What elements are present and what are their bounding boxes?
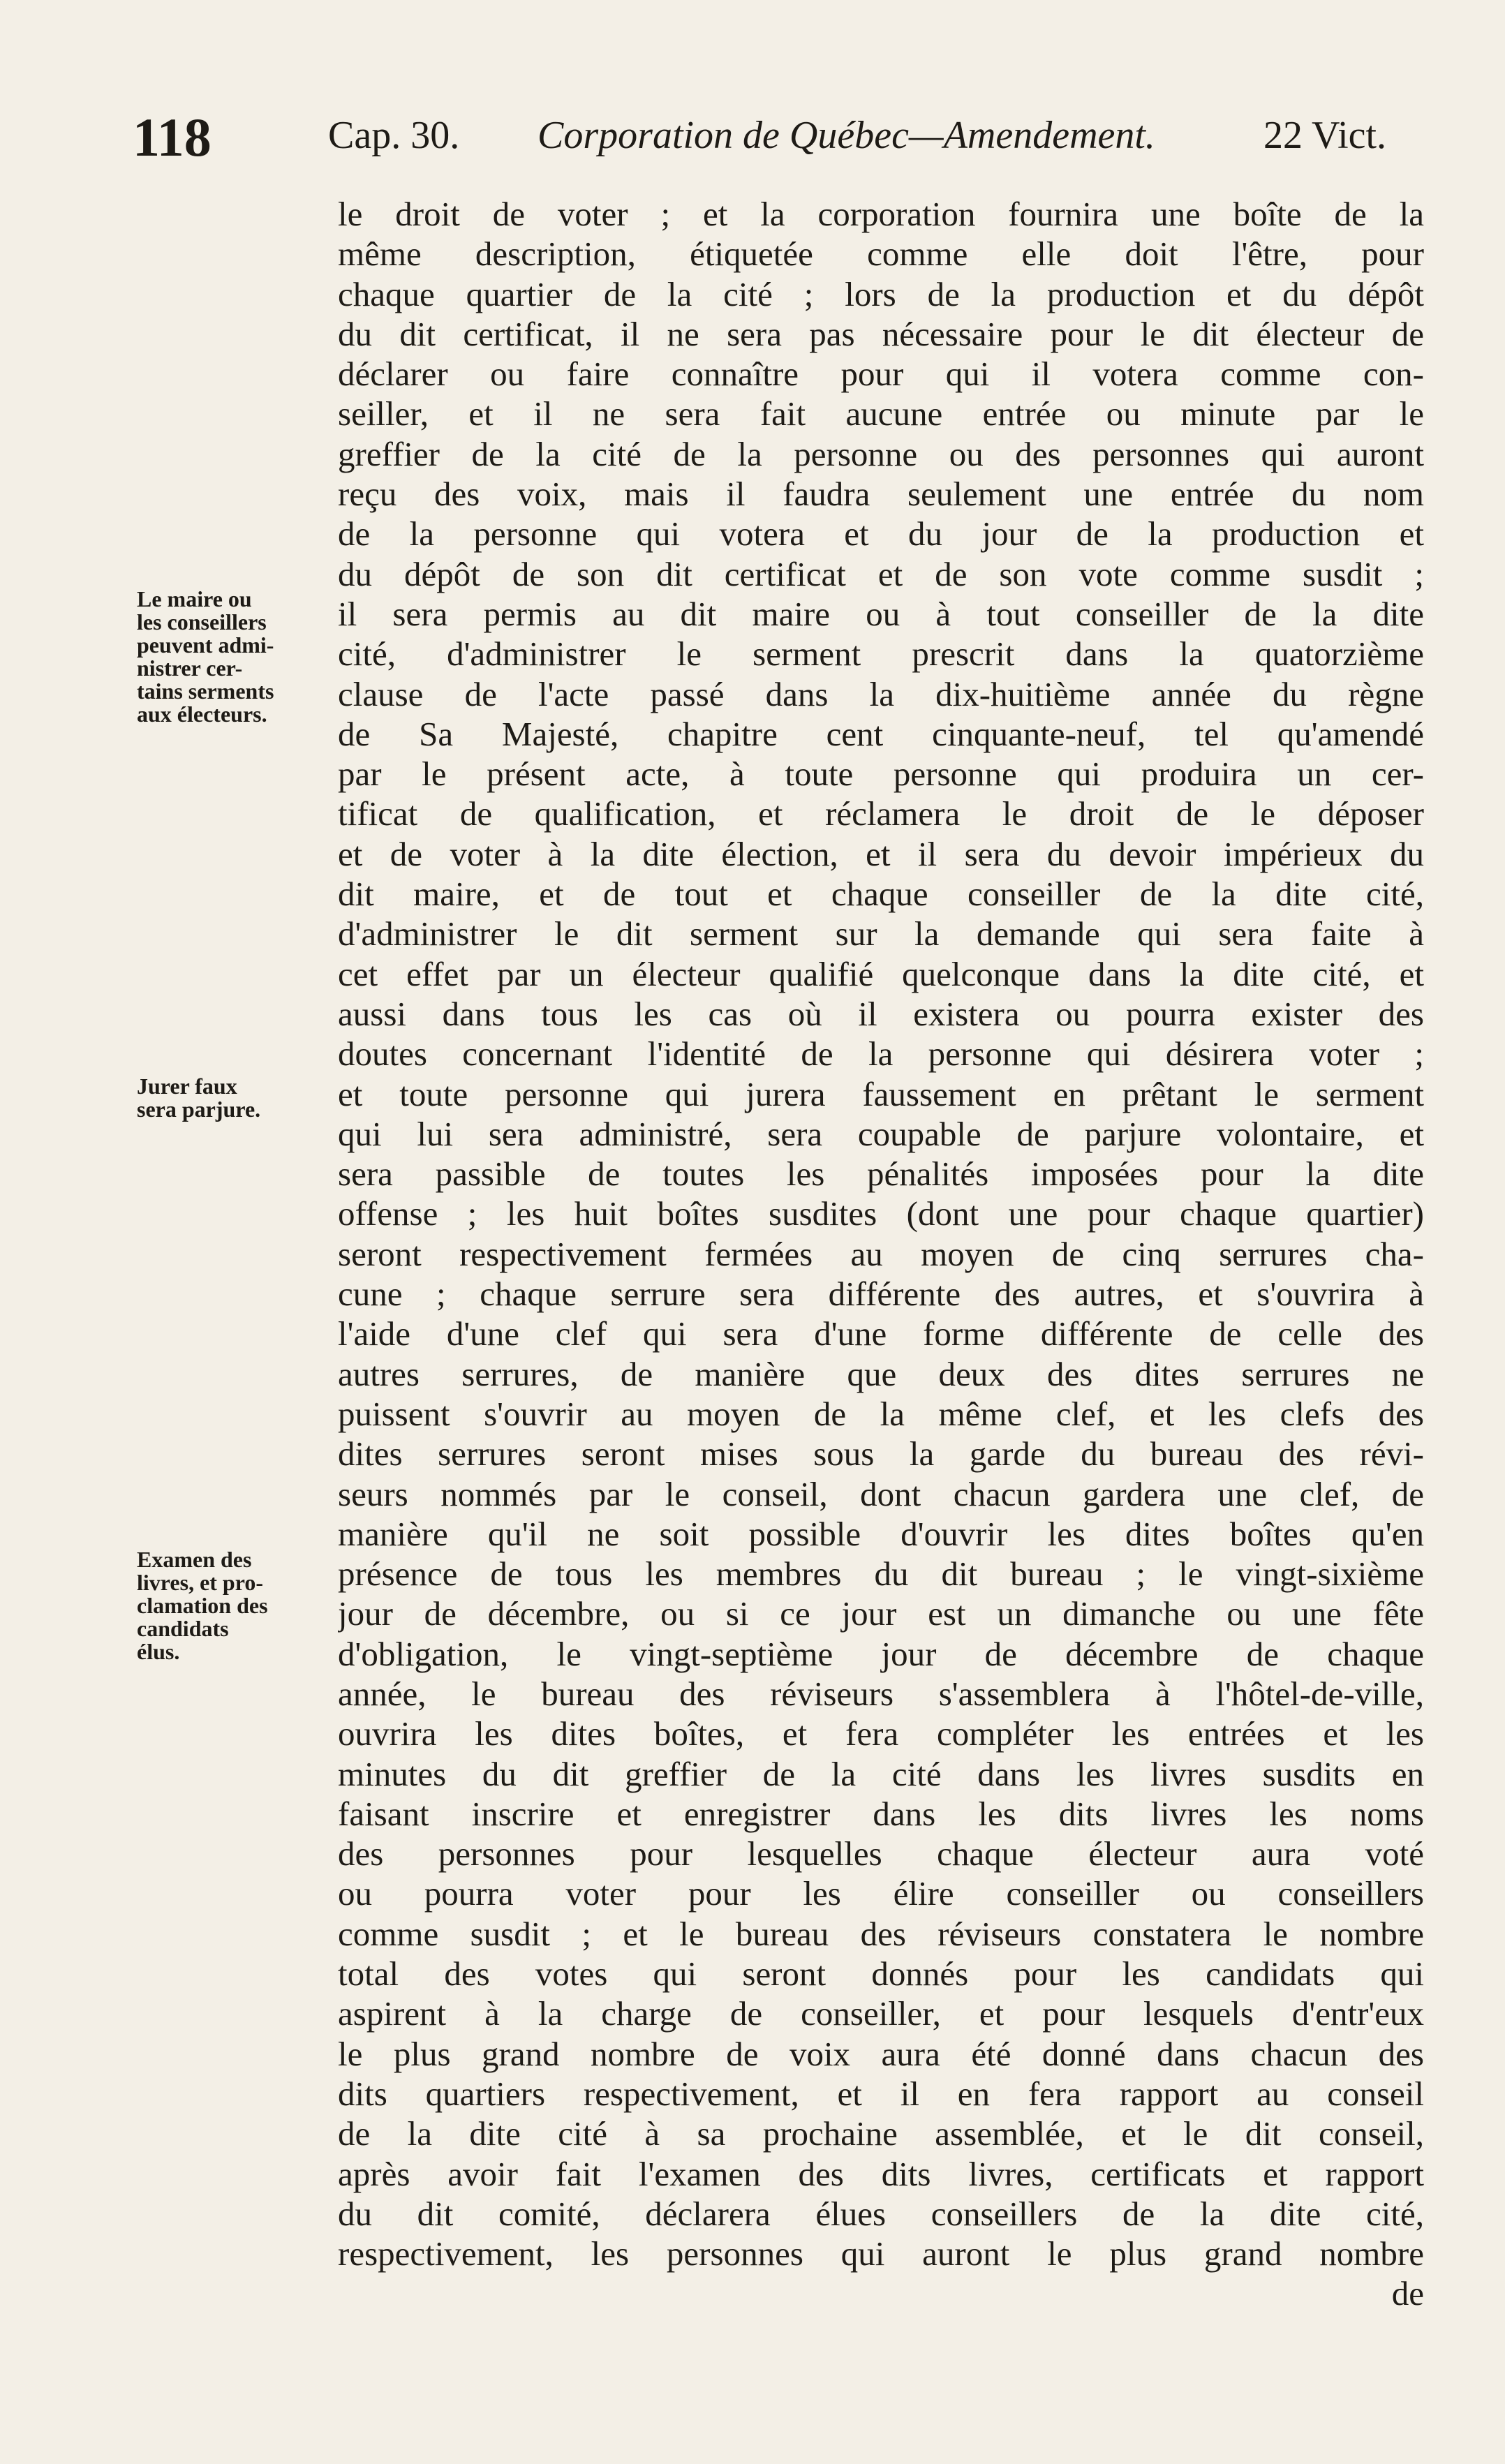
text-line: greffier de la cité de la personne ou des personnes qui auront [338, 434, 1424, 473]
text-line: cité, d'administrer le serment prescrit dans la quatorzième [338, 634, 1424, 674]
catchword: de [1391, 2274, 1424, 2313]
margin-note-line: les conseillers [137, 609, 267, 634]
text-line: ouvrira les dites boîtes, et fera compléter les entrées et les [338, 1714, 1424, 1753]
text-line: autres serrures, de manière que deux des dites serrures ne [338, 1354, 1424, 1393]
text-line: chaque quartier de la cité ; lors de la production et du dépôt [338, 274, 1424, 313]
margin-note-line: Examen des [137, 1547, 252, 1572]
page-number: 118 [133, 107, 212, 168]
text-line: seurs nommés par le conseil, dont chacun gardera une clef, de [338, 1474, 1424, 1513]
text-line: par le présent acte, à toute personne qui produira un cer- [338, 755, 1424, 794]
text-line: sera passible de toutes les pénalités imposées pour la dite [338, 1155, 1424, 1194]
text-line: clause de l'acte passé dans la dix-huitième année du règne [338, 674, 1424, 713]
text-line: le droit de voter ; et la corporation fournira une boîte de la [338, 195, 1424, 233]
text-line: comme susdit ; et le bureau des réviseurs constatera le nombre [338, 1914, 1424, 1953]
text-line: ou pourra voter pour les élire conseiller ou conseillers [338, 1874, 1424, 1913]
text-line: il sera permis au dit maire ou à tout conseiller de la dite [338, 594, 1424, 633]
text-line: et toute personne qui jurera faussement en prêtant le serment [338, 1074, 1424, 1113]
text-line: minutes du dit greffier de la cité dans les livres susdits en [338, 1754, 1424, 1793]
margin-note-line: sera parjure. [137, 1097, 261, 1122]
margin-note-perjury [137, 1075, 332, 1121]
text-line: le plus grand nombre de voix aura été donné dans chacun des [338, 2034, 1424, 2073]
text-line: jour de décembre, ou si ce jour est un dimanche ou une fête [338, 1594, 1424, 1633]
margin-note-oaths [137, 588, 332, 726]
text-line: dites serrures seront mises sous la garde du bureau des révi- [338, 1434, 1424, 1474]
text-line: faisant inscrire et enregistrer dans les dits livres les noms [338, 1794, 1424, 1833]
text-line: tificat de qualification, et réclamera le droit de le déposer [338, 794, 1424, 833]
text-line: présence de tous les membres du dit bureau ; le vingt-sixième [338, 1554, 1424, 1594]
text-line: déclarer ou faire connaître pour qui il votera comme con- [338, 355, 1424, 394]
text-line: puissent s'ouvrir au moyen de la même clef, et les clefs des [338, 1394, 1424, 1433]
text-line: après avoir fait l'examen des dits livres, certificats et rapport [338, 2154, 1424, 2193]
text-line: aspirent à la charge de conseiller, et pour lesquels d'entr'eux [338, 1994, 1424, 2033]
text-line: d'administrer le dit serment sur la demande qui sera faite à [338, 914, 1424, 953]
regnal-year: 22 Vict. [1263, 114, 1387, 157]
margin-note-line: élus. [137, 1639, 180, 1664]
text-line: du dit comité, déclarera élues conseillers de la dite cité, [338, 2194, 1424, 2233]
text-line: dit maire, et de tout et chaque conseiller de la dite cité, [338, 875, 1424, 914]
text-line: d'obligation, le vingt-septième jour de décembre de chaque [338, 1634, 1424, 1673]
text-line: qui lui sera administré, sera coupable de parjure volontaire, et [338, 1114, 1424, 1153]
margin-note-line: candidats [137, 1616, 229, 1641]
text-line: cune ; chaque serrure sera différente des autres, et s'ouvrira à [338, 1275, 1424, 1314]
text-line: de la dite cité à sa prochaine assemblée, et le dit conseil, [338, 2114, 1424, 2153]
margin-note-examination [137, 1548, 332, 1663]
text-line: offense ; les huit boîtes susdites (dont une pour chaque quartier) [338, 1194, 1424, 1233]
running-title: Corporation de Québec—Amendement. [538, 114, 1155, 157]
margin-note-line: aux électeurs. [137, 702, 267, 727]
text-line: respectivement, les personnes qui auront le plus grand nombre [338, 2234, 1424, 2273]
margin-note-line: Jurer faux [137, 1074, 237, 1099]
running-header [0, 106, 1505, 183]
margin-note-line: clamation des [137, 1593, 268, 1618]
text-line: l'aide d'une clef qui sera d'une forme différente de celle des [338, 1314, 1424, 1353]
text-line: même description, étiquetée comme elle doit l'être, pour [338, 235, 1424, 274]
text-line: des personnes pour lesquelles chaque électeur aura voté [338, 1834, 1424, 1873]
text-line: seiller, et il ne sera fait aucune entrée ou minute par le [338, 394, 1424, 433]
text-line: et de voter à la dite élection, et il sera du devoir impérieux du [338, 834, 1424, 873]
statute-text [338, 194, 1424, 2314]
margin-note-line: nistrer cer- [137, 655, 243, 681]
text-line: de la personne qui votera et du jour de la production et [338, 514, 1424, 554]
text-line: dits quartiers respectivement, et il en fera rapport au conseil [338, 2074, 1424, 2113]
text-line: cet effet par un électeur qualifié quelconque dans la dite cité, et [338, 954, 1424, 993]
text-line: doutes concernant l'identité de la personne qui désirera voter ; [338, 1034, 1424, 1074]
text-line: seront respectivement fermées au moyen de cinq serrures cha- [338, 1234, 1424, 1273]
margin-note-line: livres, et pro- [137, 1570, 263, 1595]
text-line: du dit certificat, il ne sera pas nécessaire pour le dit électeur de [338, 314, 1424, 353]
chapter-label: Cap. 30. [328, 114, 460, 157]
text-line: manière qu'il ne soit possible d'ouvrir les dites boîtes qu'en [338, 1514, 1424, 1553]
text-line: année, le bureau des réviseurs s'assemblera à l'hôtel-de-ville, [338, 1674, 1424, 1713]
text-line: total des votes qui seront donnés pour les candidats qui [338, 1954, 1424, 1994]
text-line: reçu des voix, mais il faudra seulement une entrée du nom [338, 475, 1424, 514]
text-line: de Sa Majesté, chapitre cent cinquante-neuf, tel qu'amendé [338, 714, 1424, 753]
text-line: aussi dans tous les cas où il existera ou pourra exister des [338, 994, 1424, 1033]
margin-note-line: peuvent admi- [137, 632, 274, 658]
margin-note-line: tains serments [137, 678, 274, 704]
text-line: du dépôt de son dit certificat et de son vote comme susdit ; [338, 554, 1424, 593]
margin-note-line: Le maire ou [137, 586, 252, 611]
